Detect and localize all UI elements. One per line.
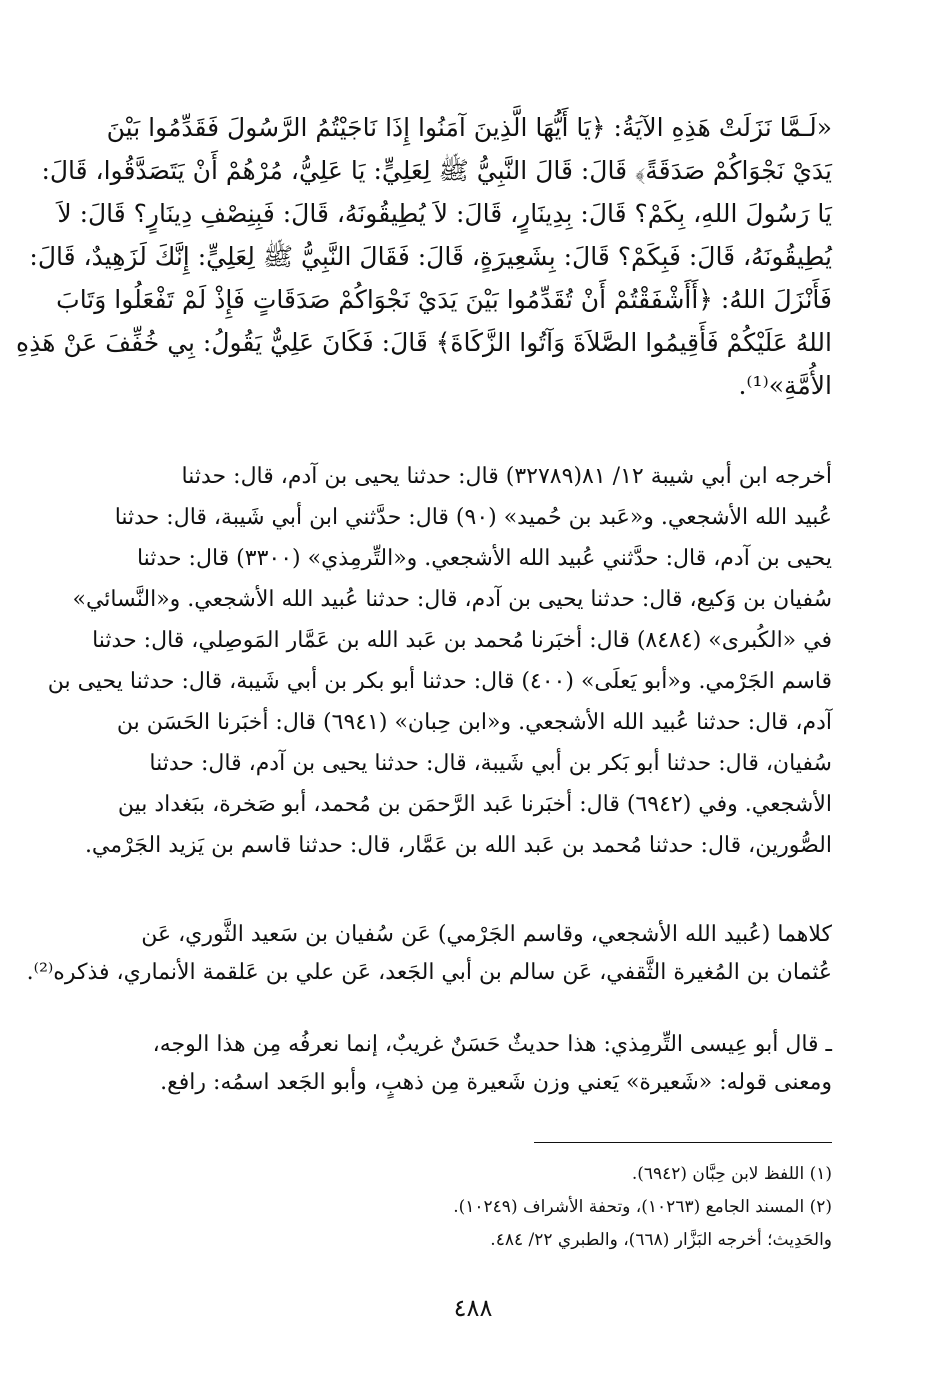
takhrij-line: قاسم الجَرْمي. و«أبو يَعلَى» (٤٠٠) قال: حدثنا أبو بكر بن أبي شَيبة، قال: حدثنا يحيى بن: [47, 669, 832, 694]
footnote: (٢) المسند الجامع (١٠٢٦٣)، وتحفة الأشراف (١٠٢٤٩).: [453, 1197, 832, 1217]
isnad-line: عُثمان بن المُغيرة الثَّقفي، عَن سالم بن أبي الجَعد، عَن علي بن عَلقمة الأنماري، فذكره⁽²⁾.: [26, 960, 832, 985]
takhrij-line: يحيى بن آدم، قال: حدَّثني عُبيد الله الأشجعي. و«التِّرمِذي» (٣٣٠٠) قال: حدثنا: [136, 546, 832, 571]
takhrij-line: سُفيان، قال: حدثنا أبو بَكر بن أبي شَيبة، قال: حدثنا يحيى بن آدم، قال: حدثنا: [149, 751, 832, 776]
footnotes: [96, 1158, 832, 1257]
tirmidhi-comment: [96, 1026, 832, 1102]
hadith-line: يَدَيْ نَجْوَاكُمْ صَدَقَةً﴾ قَالَ: قَالَ النَّبِيُّ ﷺ لِعَلِيٍّ: يَا عَلِيُّ، مُرْهُمْ أَنْ يَتَصَدَّقُوا، قَالَ:: [41, 156, 832, 185]
hadith-line: الأُمَّةِ»⁽¹⁾.: [738, 371, 832, 400]
hadith-line: اللهُ عَلَيْكُمْ فَأَقِيمُوا الصَّلاَةَ وَآتُوا الزَّكَاةَ﴾ قَالَ: فَكَانَ عَلِيٌّ يَقُولُ: بِي خُفِّفَ عَنْ هَذِهِ: [16, 328, 832, 357]
takhrij-paragraph: [47, 456, 832, 866]
footnote: والحَدِيث؛ أخرجه البَزَّار (٦٦٨)، والطبري ٢٢/ ٤٨٤.: [490, 1230, 832, 1250]
footnote-divider: [534, 1142, 832, 1143]
isnad-line: كلاهما (عُبيد الله الأشجعي، وقاسم الجَرْمي) عَن سُفيان بن سَعيد الثَّوري، عَن: [141, 922, 832, 947]
hadith-line: يُطِيقُونَهُ، قَالَ: فَبِكَمْ؟ قَالَ: بِشَعِيرَةٍ، قَالَ: فَقَالَ النَّبِيُّ ﷺ لِعَلِيٍّ: إِنَّكَ لَزَهِيدٌ، قَالَ:: [29, 242, 832, 271]
takhrij-line: في «الكُبرى» (٨٤٨٤) قال: أخبَرنا مُحمد بن عَبد الله بن عَمَّار المَوصِلي، قال: حدثنا: [92, 628, 832, 653]
hadith-text: [16, 106, 832, 407]
isnad-paragraph: [26, 916, 832, 992]
takhrij-line: أخرجه ابن أبي شيبة ١٢/ ٨١(٣٢٧٨٩) قال: حدثنا يحيى بن آدم، قال: حدثنا: [181, 464, 832, 489]
takhrij-line: الصُّورين، قال: حدثنا مُحمد بن عَبد الله بن عَمَّار، قال: حدثنا قاسم بن يَزيد الجَرْمي.: [84, 833, 832, 858]
hadith-line: يَا رَسُولَ اللهِ، بِكَمْ؟ قَالَ: بِدِينَارٍ، قَالَ: لاَ يُطِيقُونَهُ، قَالَ: فَبِنِصْفِ دِينَارٍ؟ قَالَ: لاَ: [57, 199, 832, 228]
footnote: (١) اللفظ لابن حِبَّان (٦٩٤٢).: [631, 1164, 832, 1184]
page-number: ٤٨٨: [453, 1294, 493, 1322]
takhrij-line: الأشجعي. وفي (٦٩٤٢) قال: أخبَرنا عَبد الرَّحمَن بن مُحمد، أبو صَخرة، ببَغداد بين: [117, 792, 832, 817]
takhrij-line: سُفيان بن وَكيع، قال: حدثنا يحيى بن آدم، قال: حدثنا عُبيد الله الأشجعي. و«النَّسائي»: [72, 587, 832, 612]
takhrij-line: آدم، قال: حدثنا عُبيد الله الأشجعي. و«ابن حِبان» (٦٩٤١) قال: أخبَرنا الحَسَن بن: [116, 710, 832, 735]
comment-line: ـ قال أبو عِيسى التِّرمِذي: هذا حديثٌ حَسَنٌ غريبٌ، إنما نعرفُه مِن هذا الوجه،: [152, 1032, 832, 1057]
comment-line: ومعنى قوله: «شَعيرة» يَعني وزن شَعيرة مِن ذهبٍ، وأبو الجَعد اسمُه: رافع.: [160, 1070, 832, 1095]
hadith-line: فَأَنْزَلَ اللهُ: ﴿أَأَشْفَقْتُمْ أَنْ تُقَدِّمُوا بَيْنَ يَدَيْ نَجْوَاكُمْ صَدَقَاتٍ فَإِذْ لَمْ تَفْعَلُوا وَتَابَ: [56, 285, 832, 314]
takhrij-line: عُبيد الله الأشجعي. و«عَبد بن حُميد» (٩٠) قال: حدَّثني ابن أبي شَيبة، قال: حدثنا: [114, 505, 832, 530]
hadith-line: «لَـمَّا نَزَلَتْ هَذِهِ الآيَةُ: ﴿يَا أَيُّهَا الَّذِينَ آمَنُوا إِذَا نَاجَيْتُمُ الرَّسُولَ فَقَدِّمُوا بَيْنَ: [106, 113, 832, 142]
